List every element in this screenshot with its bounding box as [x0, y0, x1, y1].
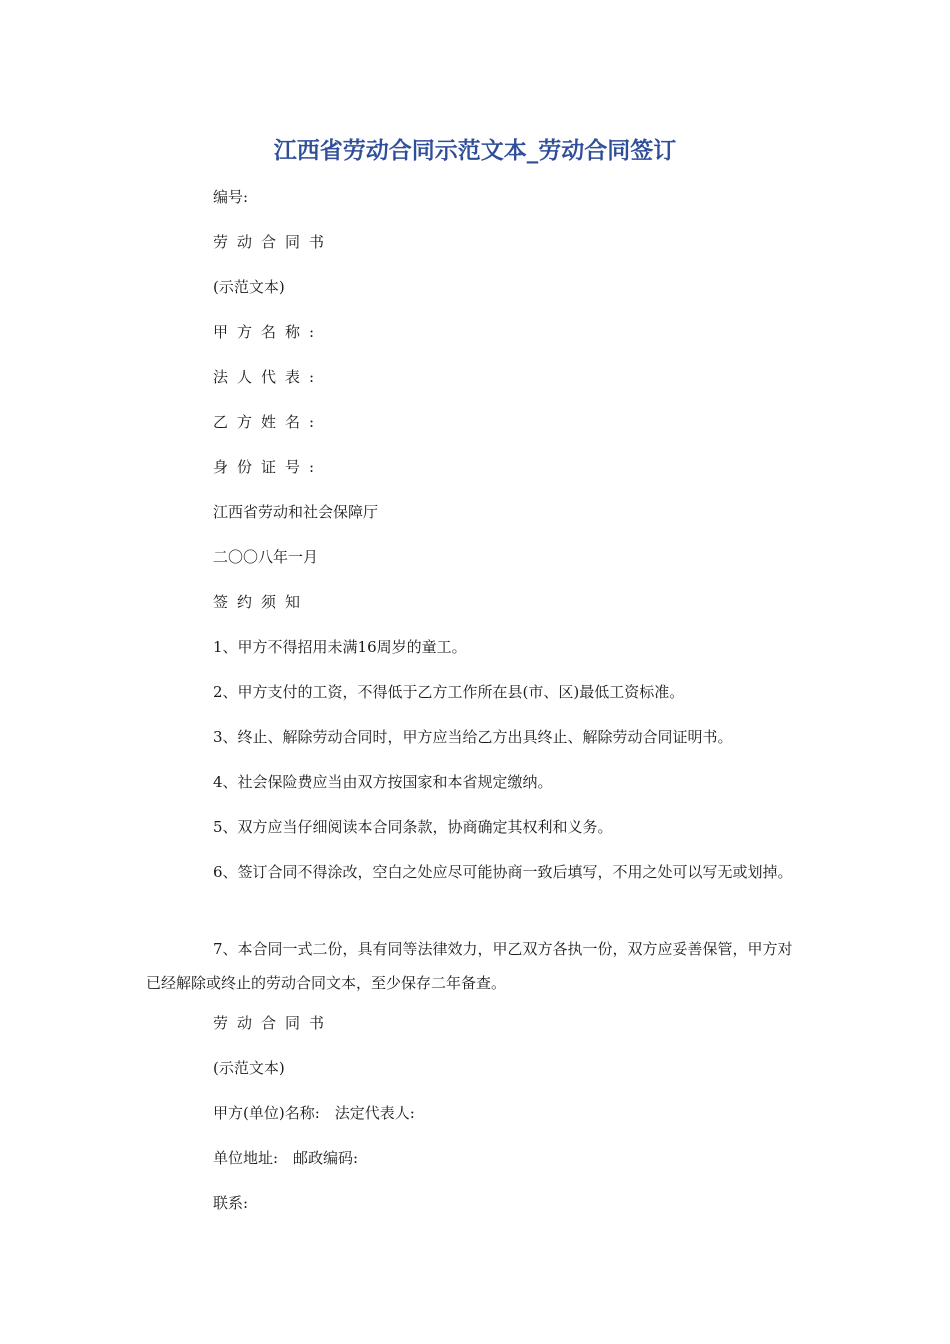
contact-label: 联系:: [213, 1194, 249, 1212]
sample-text-note: (示范文本): [213, 278, 285, 296]
notice-item: 2、甲方支付的工资，不得低于乙方工作所在县(市、区)最低工资标准。: [213, 683, 685, 701]
issue-date: 二〇〇八年一月: [213, 548, 319, 566]
issuer-name: 江西省劳动和社会保障厅: [213, 503, 379, 521]
id-number-label: 身份证号:: [213, 458, 324, 476]
notice-item: 6、签订合同不得涂改，空白之处应尽可能协商一致后填写，不用之处可以写无或划掉。: [213, 863, 793, 881]
contract-heading: 劳动合同书: [213, 233, 334, 251]
contract-body-heading: 劳动合同书: [213, 1014, 334, 1032]
notice-item: 1、甲方不得招用未满16周岁的童工。: [213, 638, 467, 656]
legal-representative-label: 法人代表:: [213, 368, 324, 386]
notice-item: 7、本合同一式二份，具有同等法律效力，甲乙双方各执一份，双方应妥善保管，甲方对已经解除或终止的劳动合同文本，至少保存二年备查。: [146, 940, 793, 992]
notice-item: 3、终止、解除劳动合同时，甲方应当给乙方出具终止、解除劳动合同证明书。: [213, 728, 733, 746]
party-b-name-label: 乙方姓名:: [213, 413, 324, 431]
notice-item: 5、双方应当仔细阅读本合同条款，协商确定其权利和义务。: [213, 818, 613, 836]
serial-number-label: 编号:: [213, 188, 249, 206]
unit-address-line: 单位地址: 邮政编码:: [213, 1149, 359, 1167]
party-a-name-label: 甲方名称:: [213, 323, 324, 341]
document-title: 江西省劳动合同示范文本_劳动合同签订: [273, 138, 677, 164]
contract-body-sample-note: (示范文本): [213, 1059, 285, 1077]
notice-heading: 签约须知: [213, 593, 310, 611]
party-a-unit-line: 甲方(单位)名称: 法定代表人:: [213, 1104, 415, 1122]
notice-item: 4、社会保险费应当由双方按国家和本省规定缴纳。: [213, 773, 553, 791]
